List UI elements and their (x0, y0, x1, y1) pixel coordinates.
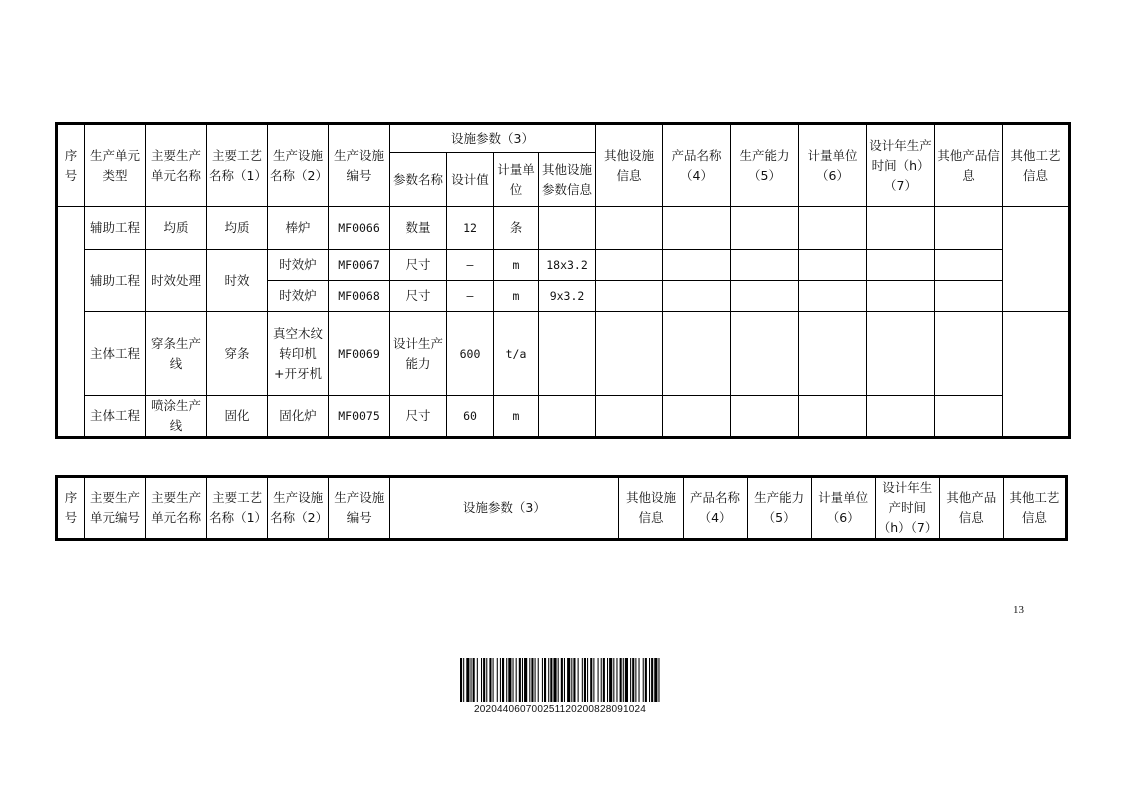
barcode-bar (513, 658, 514, 702)
process-cell: 均质 (207, 207, 268, 250)
barcode-bar (593, 658, 594, 702)
barcode-bar (587, 658, 588, 702)
table-row (57, 312, 1070, 396)
header-facility-no: 生产设施编号 (329, 477, 390, 540)
barcode-bar (603, 658, 605, 702)
header-seq: 序号 (57, 477, 85, 540)
facility-cell: 时效炉 (268, 281, 329, 312)
param-name-cell: 数量 (390, 207, 447, 250)
process-cell: 固化 (207, 396, 268, 438)
barcode-bar (516, 658, 517, 702)
barcode-bar (582, 658, 583, 702)
facility-no-cell: MF0066 (329, 207, 390, 250)
barcode-bar (531, 658, 533, 702)
barcode-bar (620, 658, 622, 702)
unit-name-cell: 喷涂生产线 (146, 396, 207, 438)
header-other-param: 其他设施参数信息 (539, 153, 596, 207)
barcode-bar (524, 658, 527, 702)
other-param-cell: 18x3.2 (539, 250, 596, 281)
header-unit-name: 主要生产单元名称 (146, 477, 207, 540)
barcode-bar (654, 658, 657, 702)
barcode-bar (578, 658, 579, 702)
empty-cell (799, 207, 867, 250)
empty-cell (731, 250, 799, 281)
barcode-bar (460, 658, 462, 702)
barcode-bar (639, 658, 640, 702)
header-params: 设施参数（3） (390, 477, 619, 540)
seq-cell (57, 207, 85, 438)
empty-cell (596, 312, 663, 396)
process-cell: 时效 (207, 250, 268, 312)
empty-cell (596, 396, 663, 438)
barcode-bar (651, 658, 653, 702)
barcode-bar (535, 658, 536, 702)
measure-unit-cell: m (494, 396, 539, 438)
table-row (57, 396, 1070, 438)
barcode-bar (483, 658, 485, 702)
empty-cell (799, 396, 867, 438)
unit-type-cell: 辅助工程 (85, 207, 146, 250)
barcode-bar (598, 658, 599, 702)
header-unit-type: 生产单元类型 (85, 124, 146, 207)
barcode-bar (630, 658, 631, 702)
header-other-facility: 其他设施信息 (619, 477, 683, 540)
facility-no-cell: MF0069 (329, 312, 390, 396)
unit-name-cell: 时效处理 (146, 250, 207, 312)
empty-cell (596, 281, 663, 312)
header-product-name: 产品名称（4） (663, 124, 731, 207)
header-facility-no: 生产设施编号 (329, 124, 390, 207)
barcode-bar (489, 658, 491, 702)
barcode-bar (529, 658, 530, 702)
process-cell: 穿条 (207, 312, 268, 396)
empty-cell (935, 281, 1003, 312)
page-number: 13 (1013, 604, 1024, 616)
barcode-bar (548, 658, 549, 702)
barcode-image (460, 658, 660, 702)
barcode-bar (497, 658, 498, 702)
empty-cell (731, 396, 799, 438)
unit-type-cell: 主体工程 (85, 396, 146, 438)
empty-cell (663, 396, 731, 438)
empty-cell (731, 207, 799, 250)
empty-cell (799, 281, 867, 312)
barcode-bar (613, 658, 614, 702)
empty-cell (799, 250, 867, 281)
barcode-bar (500, 658, 501, 702)
empty-cell (935, 250, 1003, 281)
empty-cell (935, 396, 1003, 438)
barcode-bar (477, 658, 478, 702)
header-facility-name: 生产设施名称（2） (268, 477, 329, 540)
barcode-bar (506, 658, 507, 702)
barcode-bar (609, 658, 612, 702)
header-other-process: 其他工艺信息 (1003, 477, 1066, 540)
facility-cell: 真空木纹转印机+开牙机 (268, 312, 329, 396)
design-value-cell: 60 (447, 396, 494, 438)
other-param-cell (539, 312, 596, 396)
barcode-bar (564, 658, 565, 702)
design-value-cell: – (447, 250, 494, 281)
other-param-cell: 9x3.2 (539, 281, 596, 312)
facility-cell: 棒炉 (268, 207, 329, 250)
barcode-bar (584, 658, 586, 702)
header-unit-no: 主要生产单元编号 (85, 477, 146, 540)
measure-unit-cell: t/a (494, 312, 539, 396)
design-value-cell: 12 (447, 207, 494, 250)
barcode-bar (463, 658, 464, 702)
empty-cell (867, 396, 935, 438)
barcode-bar (658, 658, 659, 702)
header-capacity: 生产能力（5） (731, 124, 799, 207)
barcode-bar (601, 658, 602, 702)
other-param-cell (539, 396, 596, 438)
header-other-process: 其他工艺信息 (1003, 124, 1070, 207)
barcode-bar (607, 658, 608, 702)
barcode-bar (502, 658, 504, 702)
barcode-bar (573, 658, 575, 702)
barcode-number: 20204406070025112020082809​1024 (473, 704, 647, 715)
header-other-product: 其他产品信息 (939, 477, 1003, 540)
empty-cell (867, 250, 935, 281)
header-param-name: 参数名称 (390, 153, 447, 207)
unit-name-cell: 均质 (146, 207, 207, 250)
facility-cell: 时效炉 (268, 250, 329, 281)
other-param-cell (539, 207, 596, 250)
header-process-name: 主要工艺名称（1） (207, 477, 268, 540)
facility-table-secondary (55, 475, 1068, 541)
facility-cell: 固化炉 (268, 396, 329, 438)
barcode-bar (590, 658, 592, 702)
unit-type-cell: 辅助工程 (85, 250, 146, 312)
unit-name-cell: 穿条生产线 (146, 312, 207, 396)
empty-cell (731, 312, 799, 396)
design-value-cell: 600 (447, 312, 494, 396)
unit-type-cell: 主体工程 (85, 312, 146, 396)
header-params: 设施参数（3） (390, 124, 596, 153)
barcode-bar (635, 658, 636, 702)
barcode-bar (538, 658, 539, 702)
header-design-hours: 设计年生产时间（h）（7） (867, 124, 935, 207)
header-facility-name: 生产设施名称（2） (268, 124, 329, 207)
barcode-bar (567, 658, 570, 702)
header-other-product: 其他产品信息 (935, 124, 1003, 207)
header-unit-name: 主要生产单元名称 (146, 124, 207, 207)
measure-unit-cell: m (494, 281, 539, 312)
barcode-bar (616, 658, 617, 702)
header-other-facility: 其他设施信息 (596, 124, 663, 207)
param-name-cell: 尺寸 (390, 396, 447, 438)
barcode-bar (625, 658, 628, 702)
empty-cell (867, 281, 935, 312)
barcode-bar (623, 658, 624, 702)
table-row (57, 250, 1070, 281)
barcode-bar (632, 658, 634, 702)
measure-unit-cell: 条 (494, 207, 539, 250)
barcode-bar (643, 658, 644, 702)
facility-no-cell: MF0067 (329, 250, 390, 281)
measure-unit-cell: m (494, 250, 539, 281)
header-product-name: 产品名称（4） (683, 477, 747, 540)
facility-table-main (55, 122, 1071, 439)
facility-no-cell: MF0075 (329, 396, 390, 438)
empty-cell (867, 312, 935, 396)
header-capacity: 生产能力（5） (747, 477, 811, 540)
empty-cell (935, 312, 1003, 396)
empty-cell (663, 250, 731, 281)
barcode-bar (544, 658, 546, 702)
barcode-bar (519, 658, 521, 702)
empty-cell (663, 281, 731, 312)
barcode-bar (558, 658, 559, 702)
header-unit: 计量单位（6） (811, 477, 875, 540)
barcode-bar (486, 658, 487, 702)
barcode-bar (550, 658, 552, 702)
header-measure-unit: 计量单位 (494, 153, 539, 207)
barcode-bar (649, 658, 650, 702)
barcode-bar (522, 658, 523, 702)
empty-cell (663, 207, 731, 250)
header-process-name: 主要工艺名称（1） (207, 124, 268, 207)
barcode-bar (542, 658, 543, 702)
param-name-cell: 尺寸 (390, 250, 447, 281)
barcode-bar (508, 658, 511, 702)
empty-cell (663, 312, 731, 396)
barcode-bar (561, 658, 563, 702)
barcode-bar (553, 658, 556, 702)
table-row (57, 207, 1070, 250)
empty-cell (935, 207, 1003, 250)
design-value-cell: – (447, 281, 494, 312)
barcode-bar (471, 658, 472, 702)
facility-no-cell: MF0068 (329, 281, 390, 312)
header-unit: 计量单位（6） (799, 124, 867, 207)
barcode-bar (571, 658, 572, 702)
empty-cell (596, 207, 663, 250)
empty-cell (799, 312, 867, 396)
barcode-bar (473, 658, 475, 702)
barcode-bar (466, 658, 469, 702)
empty-cell (731, 281, 799, 312)
barcode-bar (645, 658, 647, 702)
empty-cell (1003, 312, 1070, 438)
empty-cell (596, 250, 663, 281)
param-name-cell: 设计生产能力 (390, 312, 447, 396)
empty-cell (867, 207, 935, 250)
barcode-bar (481, 658, 482, 702)
barcode-bar (493, 658, 494, 702)
empty-cell (1003, 207, 1070, 312)
header-design-hours: 设计年生产时间（h）（7） (875, 477, 939, 540)
param-name-cell: 尺寸 (390, 281, 447, 312)
header-seq: 序 号 (57, 124, 85, 207)
header-design-value: 设计值 (447, 153, 494, 207)
